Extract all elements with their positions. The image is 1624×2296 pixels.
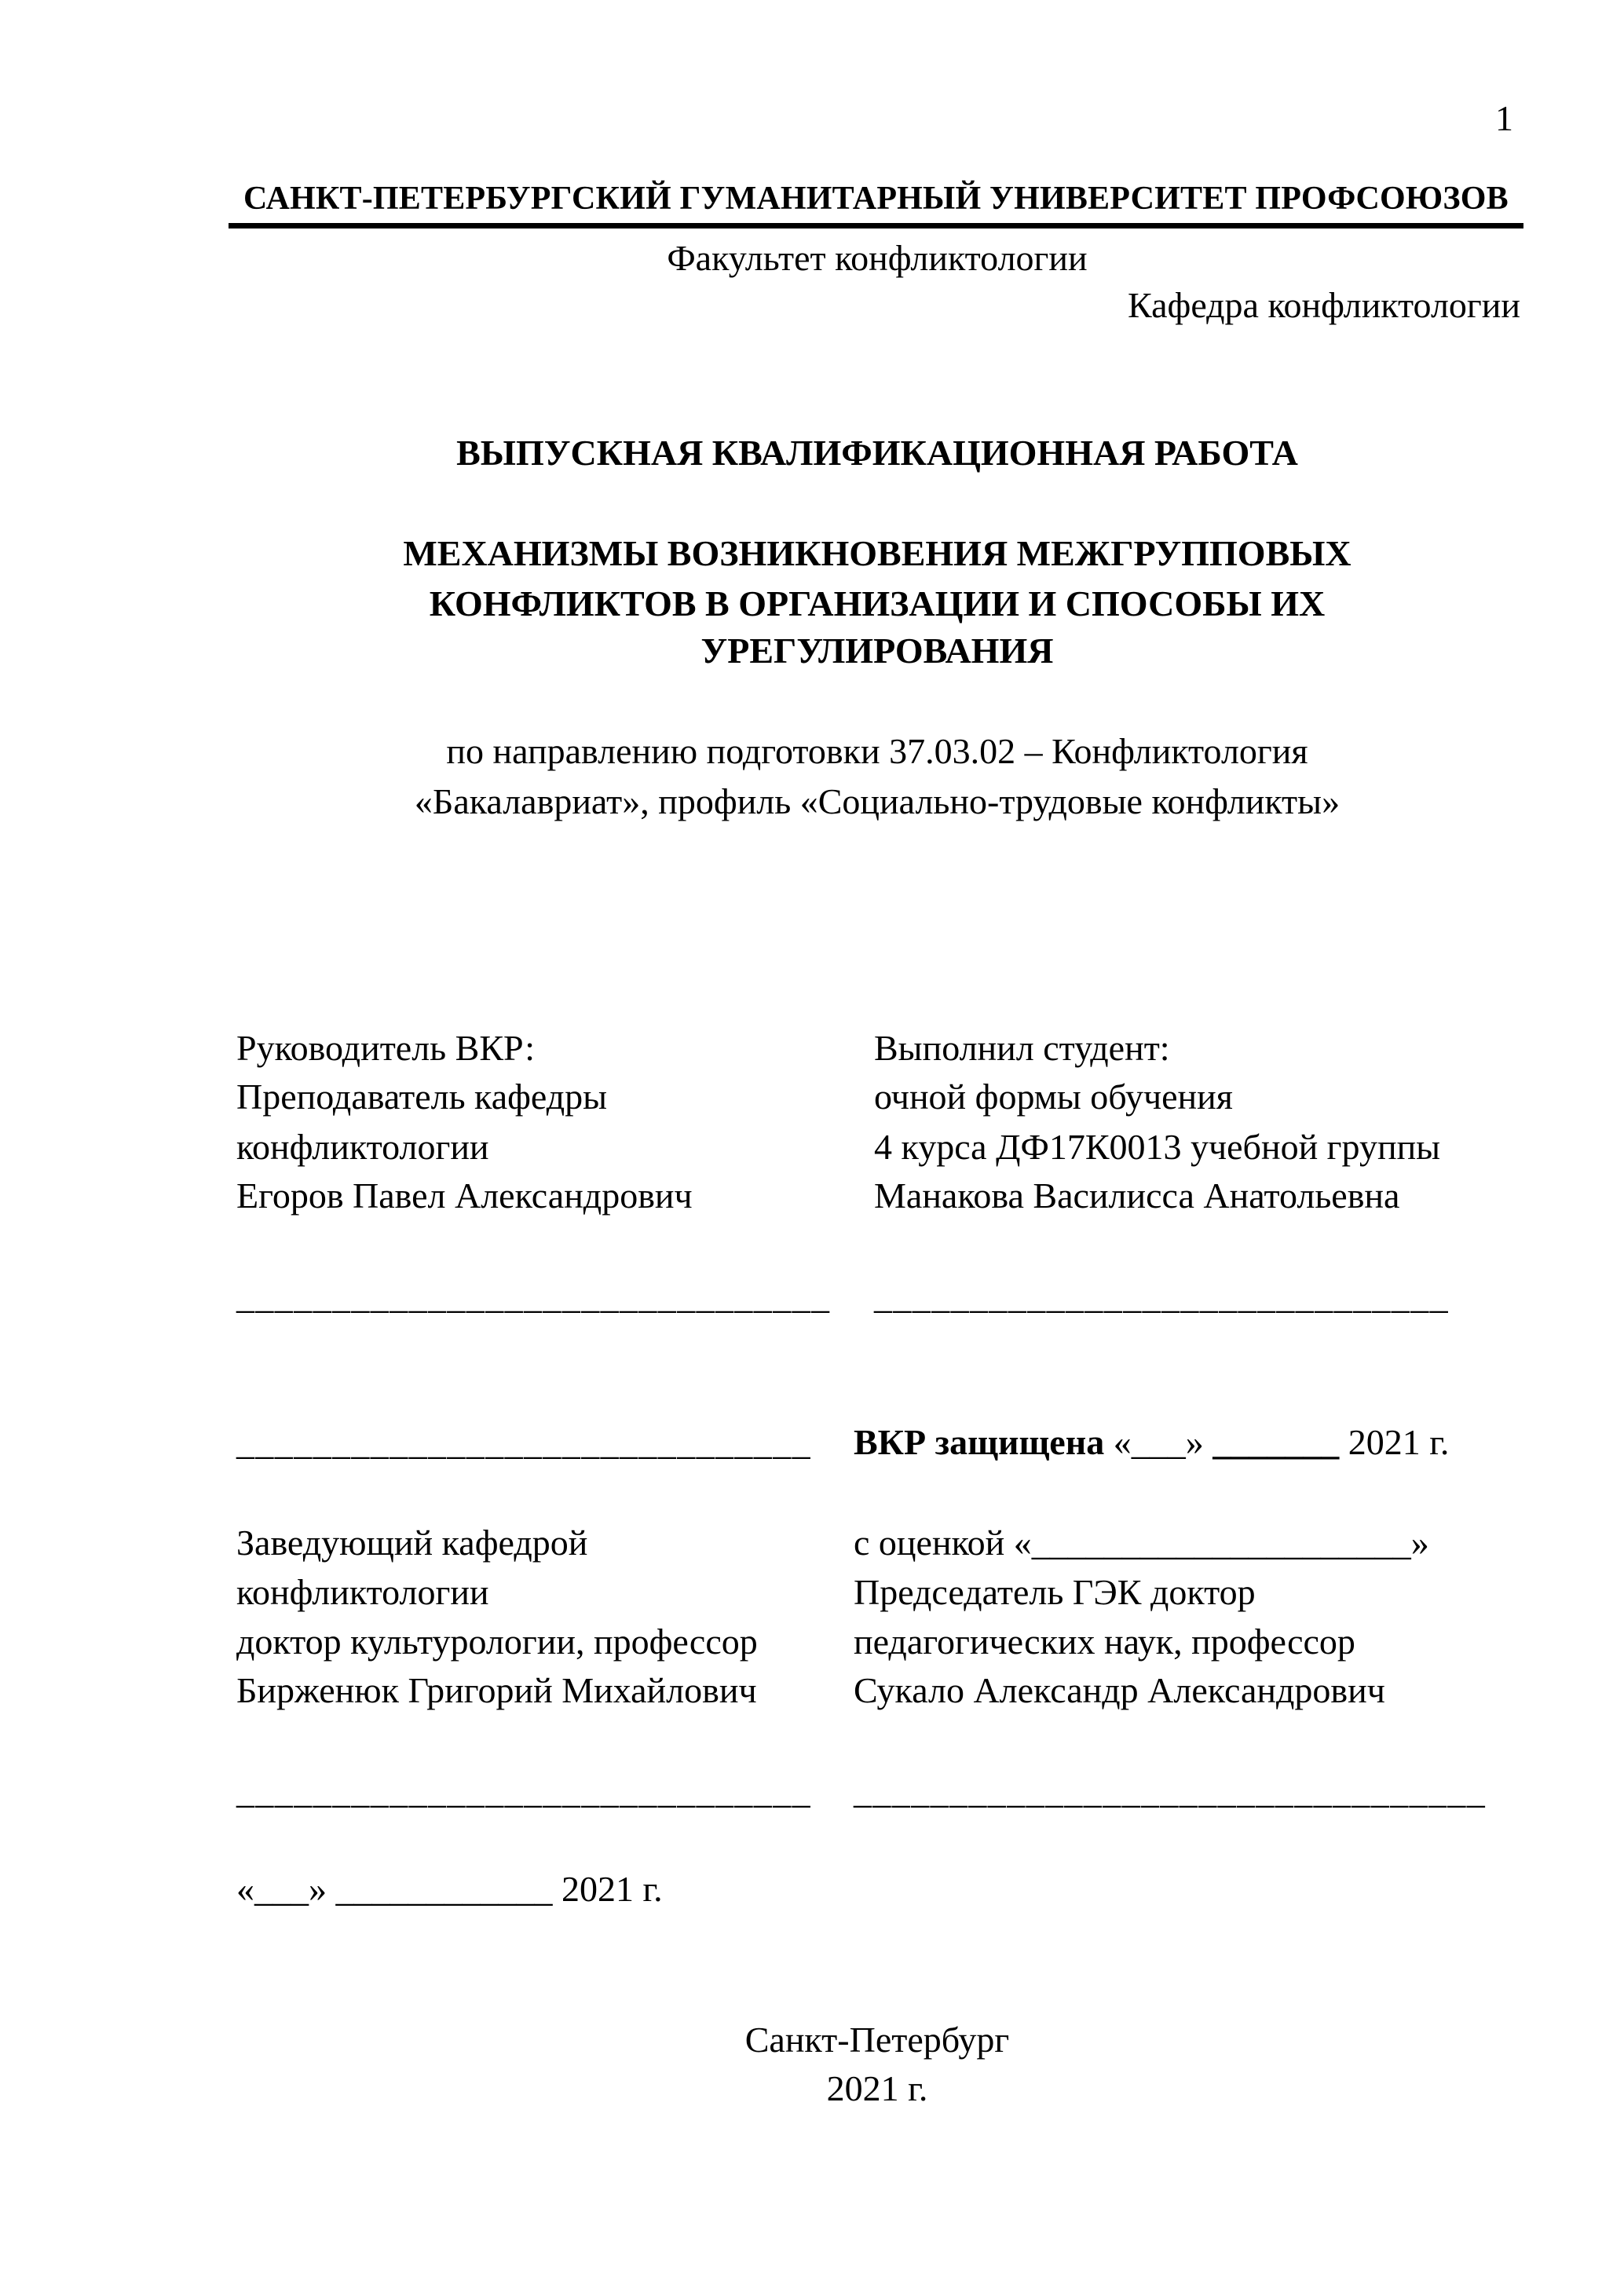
signature-line-supervisor: _______________________________ <box>236 1276 831 1316</box>
signature-line-chair: _________________________________ <box>854 1771 1487 1811</box>
supervisor-line: Преподаватель кафедры <box>236 1077 608 1117</box>
signature-line-head: ______________________________ <box>236 1771 811 1811</box>
direction-line: «Бакалавриат», профиль «Социально-трудовые конфликты» <box>414 781 1341 821</box>
topic-line: КОНФЛИКТОВ В ОРГАНИЗАЦИИ И СПОСОБЫ ИХ <box>429 583 1326 623</box>
student-name: Манакова Василисса Анатольевна <box>874 1175 1400 1216</box>
head-name: Бирженюк Григорий Михайлович <box>236 1670 757 1710</box>
direction-line: по направлению подготовки 37.03.02 – Конфликтология <box>446 731 1308 771</box>
chair-name: Сукало Александр Александрович <box>854 1670 1385 1710</box>
header-rule <box>229 223 1523 229</box>
supervisor-line: конфликтологии <box>236 1127 489 1167</box>
city: Санкт-Петербург <box>744 2020 1010 2060</box>
date-line: «___» ____________ 2021 г. <box>236 1869 663 1909</box>
defense-day: «___» <box>1113 1422 1204 1462</box>
supervisor-line: Руководитель ВКР: <box>236 1028 536 1068</box>
grade-line: с оценкой «_____________________» <box>854 1523 1429 1563</box>
signature-line: ______________________________ <box>236 1422 811 1462</box>
signature-line-student: ______________________________ <box>874 1276 1449 1316</box>
defense-line <box>854 1418 1449 1467</box>
page-number: 1 <box>1495 98 1513 138</box>
topic-line: МЕХАНИЗМЫ ВОЗНИКНОВЕНИЯ МЕЖГРУППОВЫХ <box>403 533 1352 573</box>
year: 2021 г. <box>826 2068 928 2108</box>
head-line: Заведующий кафедрой <box>236 1523 588 1563</box>
defense-label: ВКР защищена <box>854 1422 1105 1462</box>
university-name: САНКТ-ПЕТЕРБУРГСКИЙ ГУМАНИТАРНЫЙ УНИВЕРСИТЕТ ПРОФСОЮЗОВ <box>243 181 1509 217</box>
student-line: очной формы обучения <box>874 1077 1233 1117</box>
defense-year: 2021 г. <box>1348 1422 1450 1462</box>
supervisor-name: Егоров Павел Александрович <box>236 1175 693 1216</box>
student-line: Выполнил студент: <box>874 1028 1170 1068</box>
student-line: 4 курса ДФ17К0013 учебной группы <box>874 1127 1441 1167</box>
department: Кафедра конфликтологии <box>1128 285 1520 325</box>
work-type: ВЫПУСКНАЯ КВАЛИФИКАЦИОННАЯ РАБОТА <box>456 433 1298 473</box>
chair-line: педагогических наук, профессор <box>854 1621 1355 1662</box>
head-line: доктор культурологии, профессор <box>236 1621 758 1662</box>
chair-line: Председатель ГЭК доктор <box>854 1572 1256 1612</box>
defense-month: _______ <box>1213 1422 1340 1462</box>
faculty: Факультет конфликтологии <box>667 238 1088 278</box>
topic-line: УРЕГУЛИРОВАНИЯ <box>700 631 1054 671</box>
head-line: конфликтологии <box>236 1572 489 1612</box>
